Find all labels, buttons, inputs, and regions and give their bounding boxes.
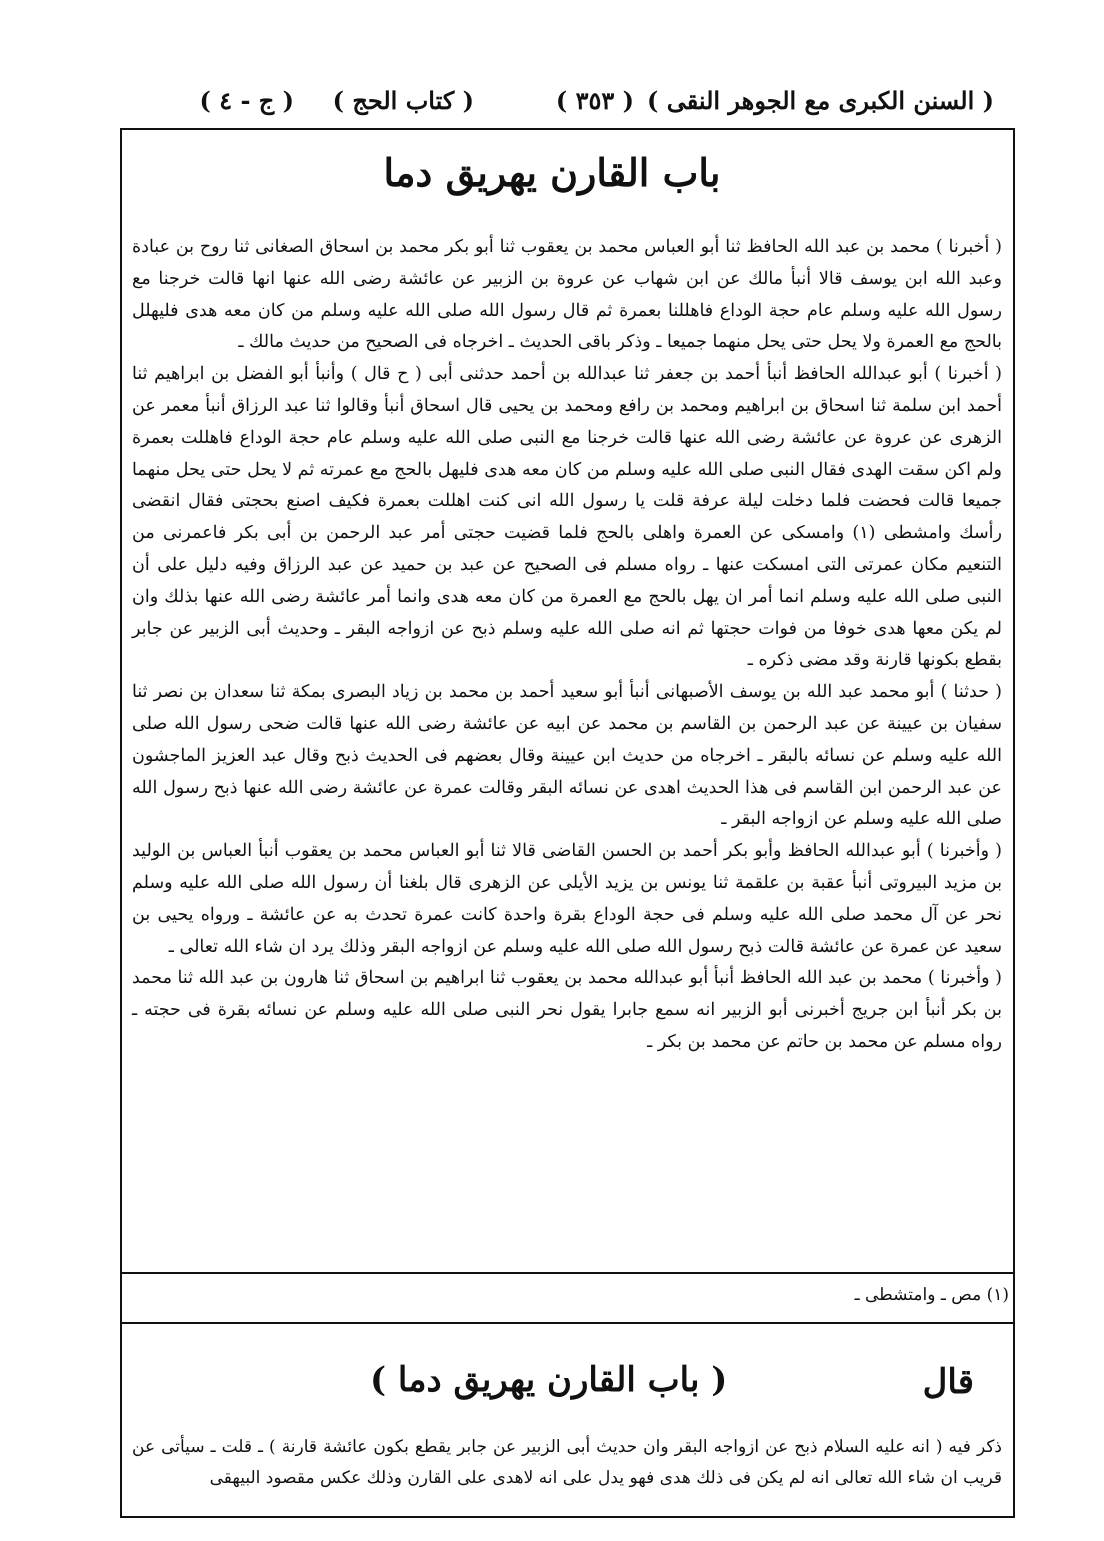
main-text (132, 232, 1002, 1059)
footnote-separator (120, 1272, 1015, 1274)
footnote: (١) مص ـ وامتشطى ـ (854, 1285, 1009, 1305)
commentary-qala: قال (922, 1362, 974, 1402)
header-chapter: ( كتاب الحج ) (332, 86, 474, 115)
paragraph: ( وأخبرنا ) محمد بن عبد الله الحافظ أنبأ أبو عبدالله محمد بن يعقوب ثنا ابراهيم بن اسحاق ثنا هارون بن عبد الله ثنا محمد بن بكر أنبأ ابن جريج أخبرنى أبو الزبير انه سمع جابرا يقول نحر النبى صلى الله عليه وسلم عن نسائه بقرة فى حجته ـ رواه مسلم عن محمد بن حاتم عن محمد بن بكر ـ (132, 968, 1002, 1052)
commentary-heading: ( باب القارن يهريق دما ) (370, 1360, 728, 1400)
running-header (120, 82, 994, 126)
commentary-text: ذكر فيه ( انه عليه السلام ذبح عن ازواجه البقر وان حديث أبى الزبير عن جابر يقطع بكون عائشة قارنة ) ـ قلت ـ سيأتى عن قريب ان شاء الله تعالى انه لم يكن فى ذلك هدى فهو يدل على انه لاهدى على القارن وذلك عكس مقصود البيهقى (132, 1437, 1002, 1488)
header-book-title: ( السنن الكبرى مع الجوهر النقى ) (646, 86, 994, 115)
paragraph: ( أخبرنا ) محمد بن عبد الله الحافظ ثنا أبو العباس محمد بن يعقوب ثنا أبو بكر محمد بن اسحاق الصغانى ثنا روح بن عبادة وعبد الله ابن يوسف قالا أنبأ مالك عن ابن شهاب عن عروة بن الزبير عن عائشة رضى الله عنها انها قالت خرجنا مع رسول الله عليه وسلم عام حجة الوداع فاهللنا بعمرة ثم قال رسول الله صلى الله عليه وسلم من كان معه هدى فليهلل بالحج مع العمرة ولا يحل حتى يحل منهما جميعا ـ وذكر باقى الحديث ـ اخرجاه فى الصحيح من حديث مالك ـ (132, 237, 1002, 353)
header-page-number: ( ٣٥٣ ) (555, 86, 634, 115)
header-volume: ( ج - ٤ ) (199, 86, 294, 115)
paragraph: ( أخبرنا ) أبو عبدالله الحافظ أنبأ أحمد بن جعفر ثنا عبدالله بن أحمد حدثنى أبى ( ح قال ) وأنبأ أبو الفضل بن ابراهيم ثنا أحمد ابن سلمة ثنا اسحاق بن ابراهيم ومحمد بن رافع ومحمد بن يحيى قال اسحاق أنبأ وقالوا ثنا عبد الرزاق أنبأ معمر عن الزهرى عن عروة عن عائشة رضى الله عنها قالت خرجنا مع النبى صلى الله عليه وسلم عام حجة الوداع فاهللت بعمرة ولم اكن سقت الهدى فقال النبى صلى الله عليه وسلم من كان معه هدى فليهل بالحج مع عمرته ثم لا يحل حتى يحل منهما جميعا قالت فحضت فلما دخلت ليلة عرفة قلت يا رسول الله انى كنت اهللت بعمرة فكيف اصنع بحجتى فقال انقضى رأسك وامشطى (١) وامسكى عن العمرة واهلى بالحج فلما قضيت حجتى أمر عبد الرحمن بن أبى بكر فاعمرنى من التنعيم مكان عمرتى التى امسكت عنها ـ رواه مسلم فى الصحيح عن عبد بن حميد عن عبد الرزاق وفيه دليل على أن النبى صلى الله عليه وسلم انما أمر ان يهل بالحج مع العمرة من كان معه هدى وانما أمر عائشة رضى الله عنها بذلك وان لم يكن معها هدى خوفا من فوات حجتها ثم انه صلى الله عليه وسلم ذبح عن ازواجه البقر ـ وحديث أبى الزبير عن جابر بقطع بكونها قارنة وقد مضى ذكره ـ (132, 364, 1002, 671)
chapter-title: باب القارن يهريق دما (383, 150, 721, 195)
paragraph: ( حدثنا ) أبو محمد عبد الله بن يوسف الأصبهانى أنبأ أبو سعيد أحمد بن محمد بن زياد البصرى بمكة ثنا سعدان بن نصر ثنا سفيان بن عيينة عن عبد الرحمن بن القاسم بن محمد عن ابيه عن عائشة رضى الله عنها قالت ضحى رسول الله صلى الله عليه وسلم عن نسائه بالبقر ـ اخرجاه من حديث ابن عيينة وقال بعضهم فى الحديث ذبح وقال عبد العزيز الماجشون عن عبد الرحمن ابن القاسم فى هذا الحديث اهدى عن نسائه البقر وقالت عمرة عن عائشة رضى الله عنها ذبح رسول الله صلى الله عليه وسلم عن ازواجه البقر ـ (132, 682, 1002, 830)
commentary-separator (120, 1322, 1015, 1324)
paragraph: ( وأخبرنا ) أبو عبدالله الحافظ وأبو بكر أحمد بن الحسن القاضى قالا ثنا أبو العباس محمد بن يعقوب أنبأ العباس بن الوليد بن مزيد البيروتى أنبأ عقبة بن علقمة ثنا يونس بن يزيد الأيلى عن الزهرى قال بلغنا أن رسول الله صلى الله عليه وسلم نحر عن آل محمد صلى الله عليه وسلم فى حجة الوداع بقرة واحدة كانت عمرة تحدث به عن عائشة ـ ورواه يحيى بن سعيد عن عمرة عن عائشة قالت ذبح رسول الله صلى الله عليه وسلم عن ازواجه البقر وذلك يرد ان شاء الله تعالى ـ (132, 841, 1002, 957)
